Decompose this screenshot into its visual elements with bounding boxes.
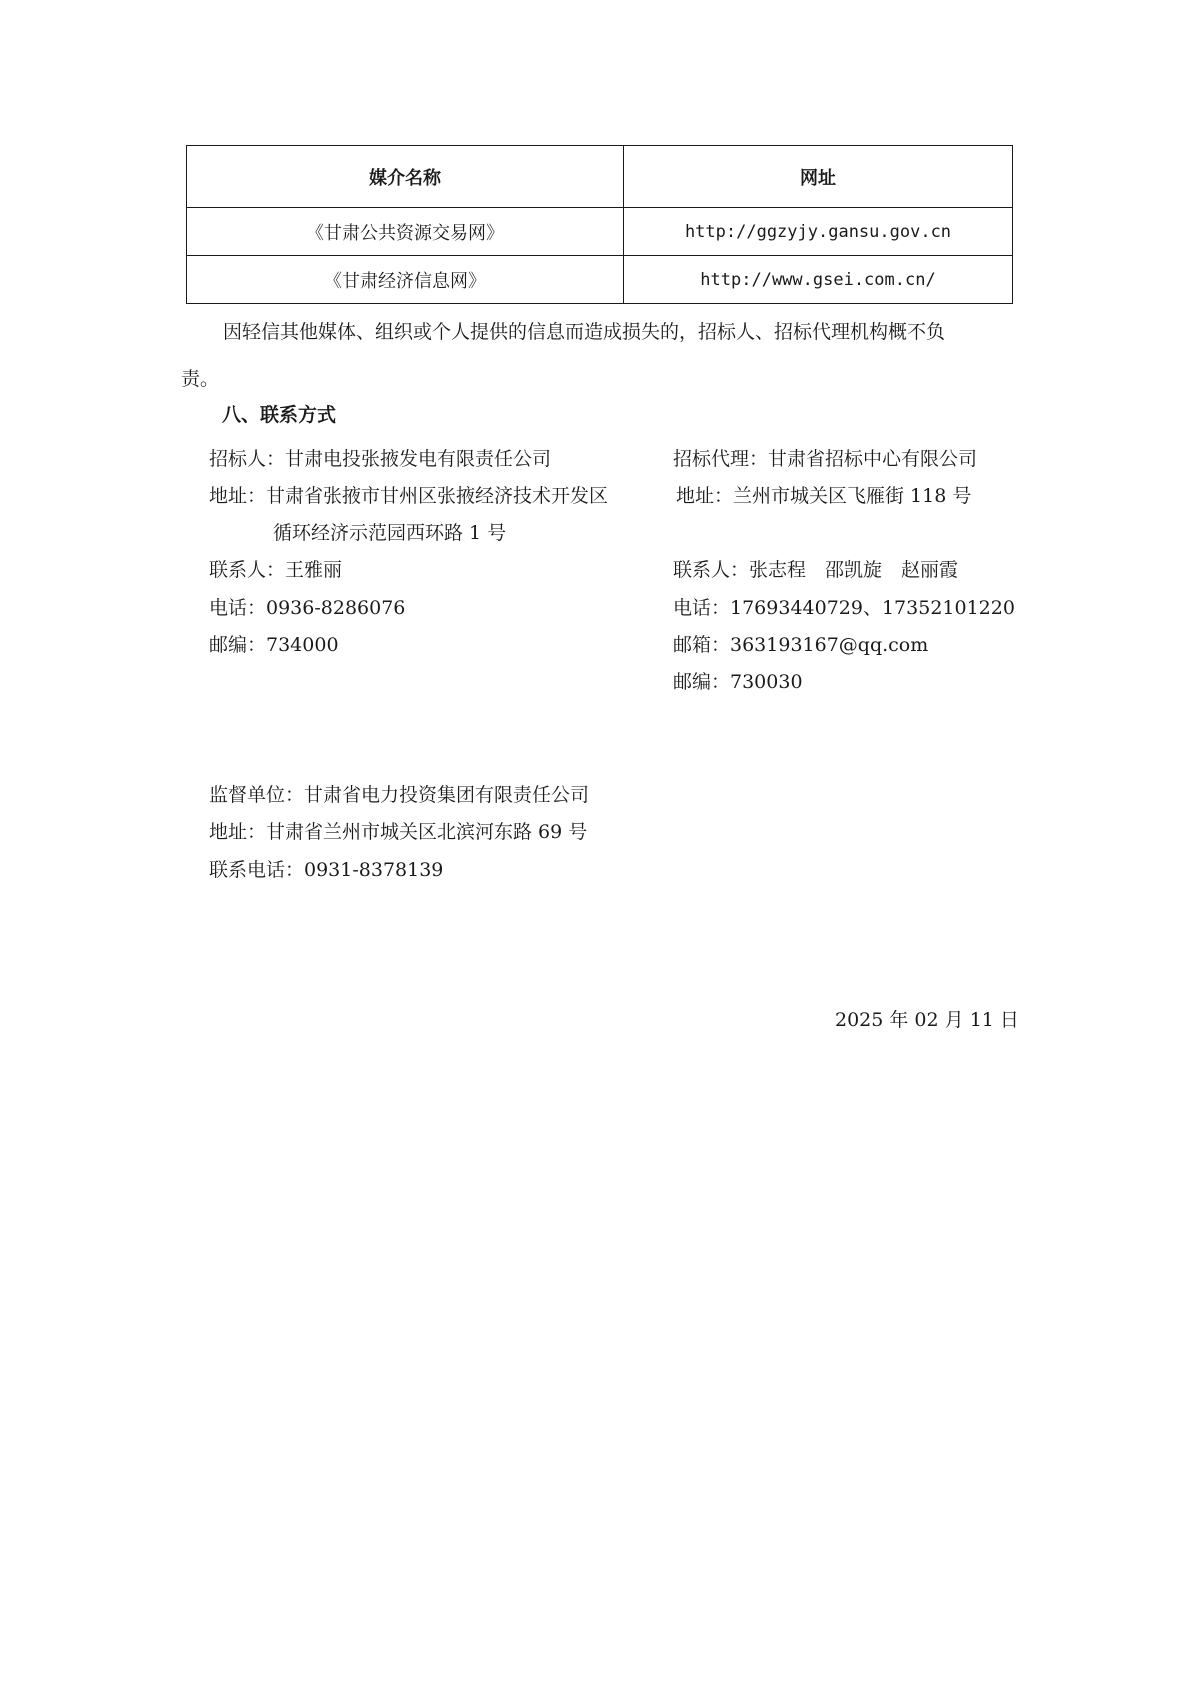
tenderer-address-line-2: 循环经济示范园西环路 1 号	[273, 522, 507, 544]
media-name-cell: 《甘肃经济信息网》	[187, 256, 624, 304]
supervisor-address: 地址：甘肃省兰州市城关区北滨河东路 69 号	[209, 821, 588, 843]
media-name-cell: 《甘肃公共资源交易网》	[187, 208, 624, 256]
agent-postcode: 邮编：730030	[673, 671, 803, 693]
disclaimer-line-2: 责。	[181, 368, 220, 390]
tenderer-contact: 联系人：王雅丽	[209, 559, 343, 581]
url-cell[interactable]: http://ggzyjy.gansu.gov.cn	[624, 208, 1013, 256]
agent-phone: 电话：17693440729、17352101220	[673, 597, 1015, 619]
agent-email[interactable]: 邮箱：363193167@qq.com	[673, 634, 929, 656]
agent-address: 地址：兰州市城关区飞雁街 118 号	[676, 485, 972, 507]
tenderer-name: 招标人：甘肃电投张掖发电有限责任公司	[209, 448, 552, 470]
table-row	[187, 256, 1013, 304]
tenderer-phone: 电话：0936-8286076	[209, 597, 406, 619]
supervisor-name: 监督单位：甘肃省电力投资集团有限责任公司	[209, 784, 590, 806]
table-row	[187, 208, 1013, 256]
section-heading: 八、联系方式	[222, 404, 337, 426]
tenderer-address-line-1: 地址：甘肃省张掖市甘州区张掖经济技术开发区	[209, 485, 609, 507]
table-header-row	[187, 146, 1013, 208]
media-table	[186, 145, 1013, 304]
media-name-header: 媒介名称	[187, 146, 624, 208]
supervisor-phone: 联系电话：0931-8378139	[209, 859, 444, 881]
tenderer-postcode: 邮编：734000	[209, 634, 339, 656]
agent-name: 招标代理：甘肃省招标中心有限公司	[673, 448, 978, 470]
url-header: 网址	[624, 146, 1013, 208]
agent-contact: 联系人：张志程 邵凯旋 赵丽霞	[673, 559, 959, 581]
document-date: 2025 年 02 月 11 日	[835, 1009, 1019, 1031]
url-cell[interactable]: http://www.gsei.com.cn/	[624, 256, 1013, 304]
disclaimer-line-1: 因轻信其他媒体、组织或个人提供的信息而造成损失的，招标人、招标代理机构概不负	[223, 321, 946, 343]
